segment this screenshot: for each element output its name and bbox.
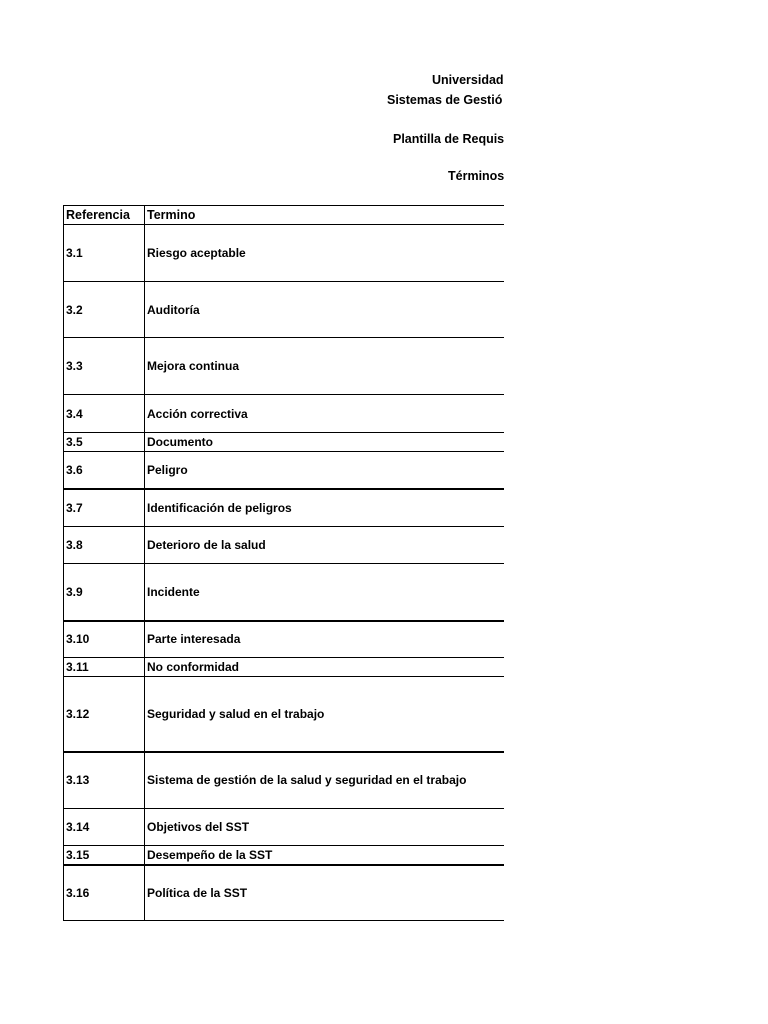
table-header-row (64, 206, 505, 225)
term-cell: Política de la SST (145, 865, 505, 921)
term-cell: Identificación de peligros (145, 489, 505, 527)
table-row (64, 846, 505, 865)
column-header-termino: Termino (145, 206, 505, 225)
ref-cell: 3.15 (64, 846, 145, 865)
table-row (64, 564, 505, 621)
table-row (64, 433, 505, 452)
term-cell: Acción correctiva (145, 395, 505, 433)
table-row (64, 395, 505, 433)
table-row (64, 338, 505, 395)
ref-cell: 3.1 (64, 225, 145, 282)
ref-cell: 3.16 (64, 865, 145, 921)
terms-table (63, 205, 504, 921)
term-cell: Sistema de gestión de la salud y seguridad en el trabajo (145, 752, 505, 809)
table-row (64, 527, 505, 564)
term-cell: No conformidad (145, 658, 505, 677)
ref-cell: 3.3 (64, 338, 145, 395)
table-row (64, 752, 505, 809)
term-cell: Seguridad y salud en el trabajo (145, 677, 505, 752)
ref-cell: 3.2 (64, 282, 145, 338)
table-row (64, 865, 505, 921)
ref-cell: 3.12 (64, 677, 145, 752)
term-cell: Desempeño de la SST (145, 846, 505, 865)
ref-cell: 3.14 (64, 809, 145, 846)
term-cell: Incidente (145, 564, 505, 621)
term-cell: Peligro (145, 452, 505, 489)
column-header-referencia: Referencia (64, 206, 145, 225)
ref-cell: 3.9 (64, 564, 145, 621)
ref-cell: 3.5 (64, 433, 145, 452)
table-row (64, 809, 505, 846)
term-cell: Objetivos del SST (145, 809, 505, 846)
ref-cell: 3.7 (64, 489, 145, 527)
ref-cell: 3.6 (64, 452, 145, 489)
term-cell: Documento (145, 433, 505, 452)
table-row (64, 282, 505, 338)
table-row (64, 489, 505, 527)
term-cell: Mejora continua (145, 338, 505, 395)
ref-cell: 3.10 (64, 621, 145, 658)
ref-cell: 3.11 (64, 658, 145, 677)
table-row (64, 658, 505, 677)
table-row (64, 452, 505, 489)
term-cell: Riesgo aceptable (145, 225, 505, 282)
visible-sheet-area: Universidad Sistemas de Gestió Plantilla de Requis Términos Referencia Termino 3.1 Riesgo aceptable 3.2 Auditoría 3.3 Mejora continua 3.4 Acción correctiva 3.5 Documento 3.6 Peligro 3.7 Identificación de peligros 3.8 Deterioro de la salud 3.9 Incidente 3.10 Parte interesada 3.11 No conformidad 3.12 Seguridad y salud en el trabajo 3.13 Sistema de gestión de la salud y seguridad en el trabajo 3.14 Objetivos del SST 3.15 Desempeño de la SST 3.16 Política de la SST (0, 0, 504, 1024)
table-row (64, 621, 505, 658)
term-cell: Deterioro de la salud (145, 527, 505, 564)
table-row (64, 225, 505, 282)
ref-cell: 3.13 (64, 752, 145, 809)
ref-cell: 3.8 (64, 527, 145, 564)
term-cell: Auditoría (145, 282, 505, 338)
table-row (64, 677, 505, 752)
ref-cell: 3.4 (64, 395, 145, 433)
term-cell: Parte interesada (145, 621, 505, 658)
